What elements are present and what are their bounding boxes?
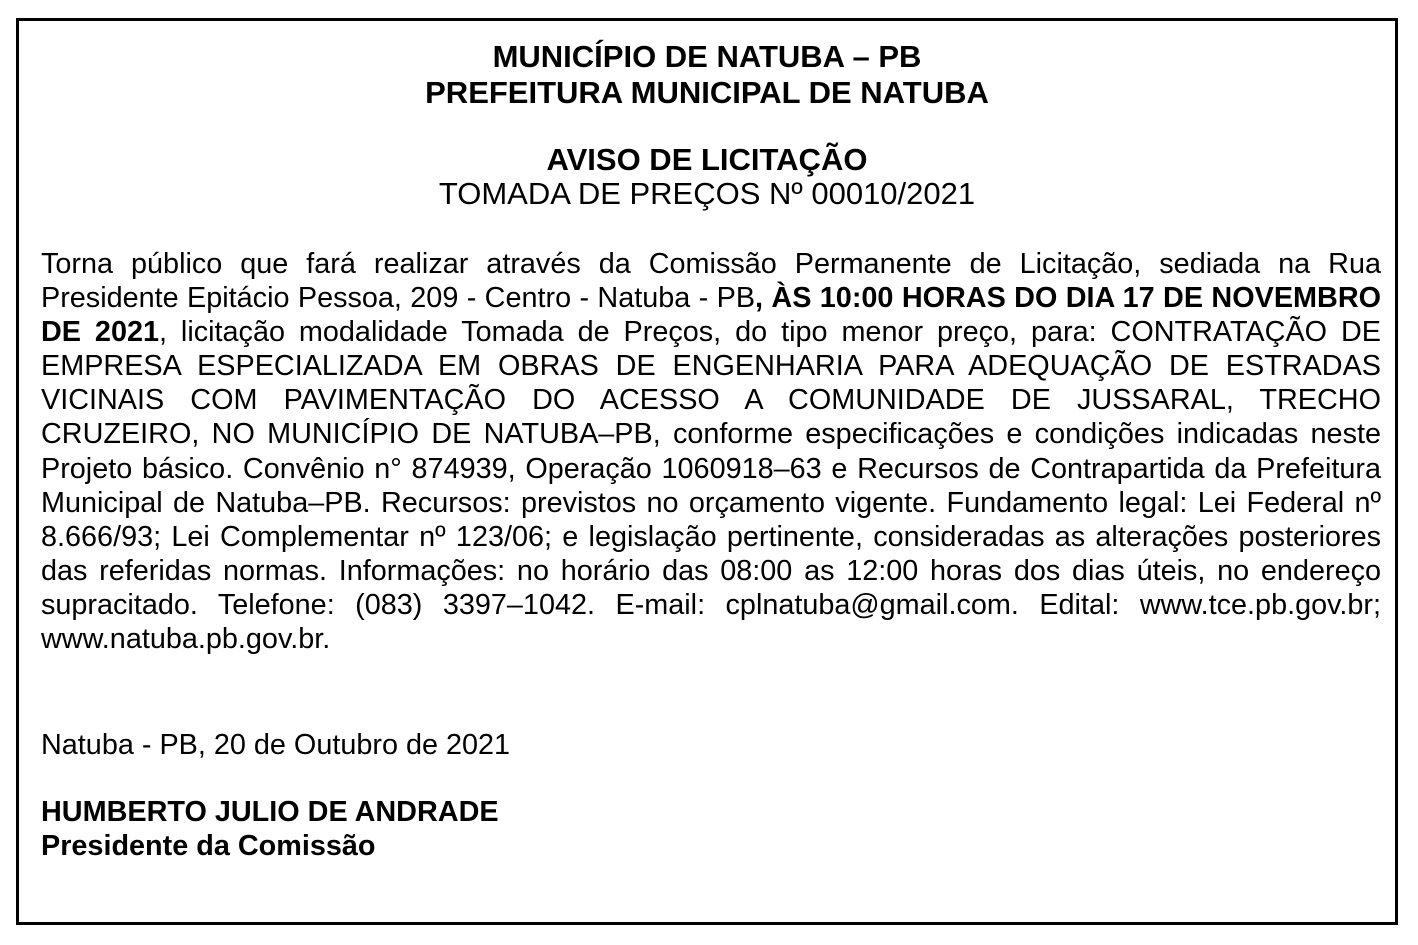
header	[19, 39, 1395, 111]
signature-block	[41, 795, 499, 863]
body-bold-datetime: , ÀS 10:00 HORAS DO DIA 17 DE NOVEMBRO DE 2021	[41, 282, 1382, 349]
signatory-role: Presidente da Comissão	[41, 830, 376, 862]
body-text-part2: , licitação modalidade Tomada de Preços, do tipo menor preço, para: CONTRATAÇÃO DE EMPRESA ESPECIALIZADA EM OBRAS DE ENGENHARIA PARA ADEQUAÇÃO DE ESTRADAS VICINAIS COM PAVIMENTAÇÃO DO ACESSO A COMUNIDADE DE JUSSARAL, TRECHO CRUZEIRO, NO MUNICÍPIO DE NATUBA–PB, conforme especificações e condições indicadas neste Projeto básico. Convênio n° 874939, Operação 1060918–63 e Recursos de Contrapartida da Prefeitura Municipal de Natuba–PB. Recursos: previstos no orçamento vigente. Fundamento legal: Lei Federal nº 8.666/93; Lei Complementar nº 123/06; e legislação pertinente, consideradas as alterações posteriores das referidas normas. Informações: no horário das 08:00 as 12:00 horas dos dias úteis, no endereço supracitado. Telefone: (083) 3397–1042. E-mail: cplnatuba@gmail.com. Edital: www.tce.pb.gov.br; www.natuba.pb.gov.br.	[41, 316, 1381, 656]
signatory-name: HUMBERTO JULIO DE ANDRADE	[41, 796, 499, 828]
city-hall-heading: PREFEITURA MUNICIPAL DE NATUBA	[425, 75, 989, 110]
date-line: Natuba - PB, 20 de Outubro de 2021	[41, 729, 511, 761]
notice-body	[41, 247, 1381, 656]
notice-title: AVISO DE LICITAÇÃO	[546, 142, 868, 177]
notice-frame	[16, 18, 1398, 925]
municipality-heading: MUNICÍPIO DE NATUBA – PB	[492, 39, 922, 74]
notice-title-block	[19, 143, 1395, 211]
body-text-part1: Torna público que fará realizar através da Comissão Permanente de Licitação, sediada na Rua Presidente Epitácio Pessoa, 209 - Centro - Natuba - PB	[41, 248, 1381, 315]
notice-subtitle: TOMADA DE PREÇOS Nº 00010/2021	[438, 176, 976, 211]
